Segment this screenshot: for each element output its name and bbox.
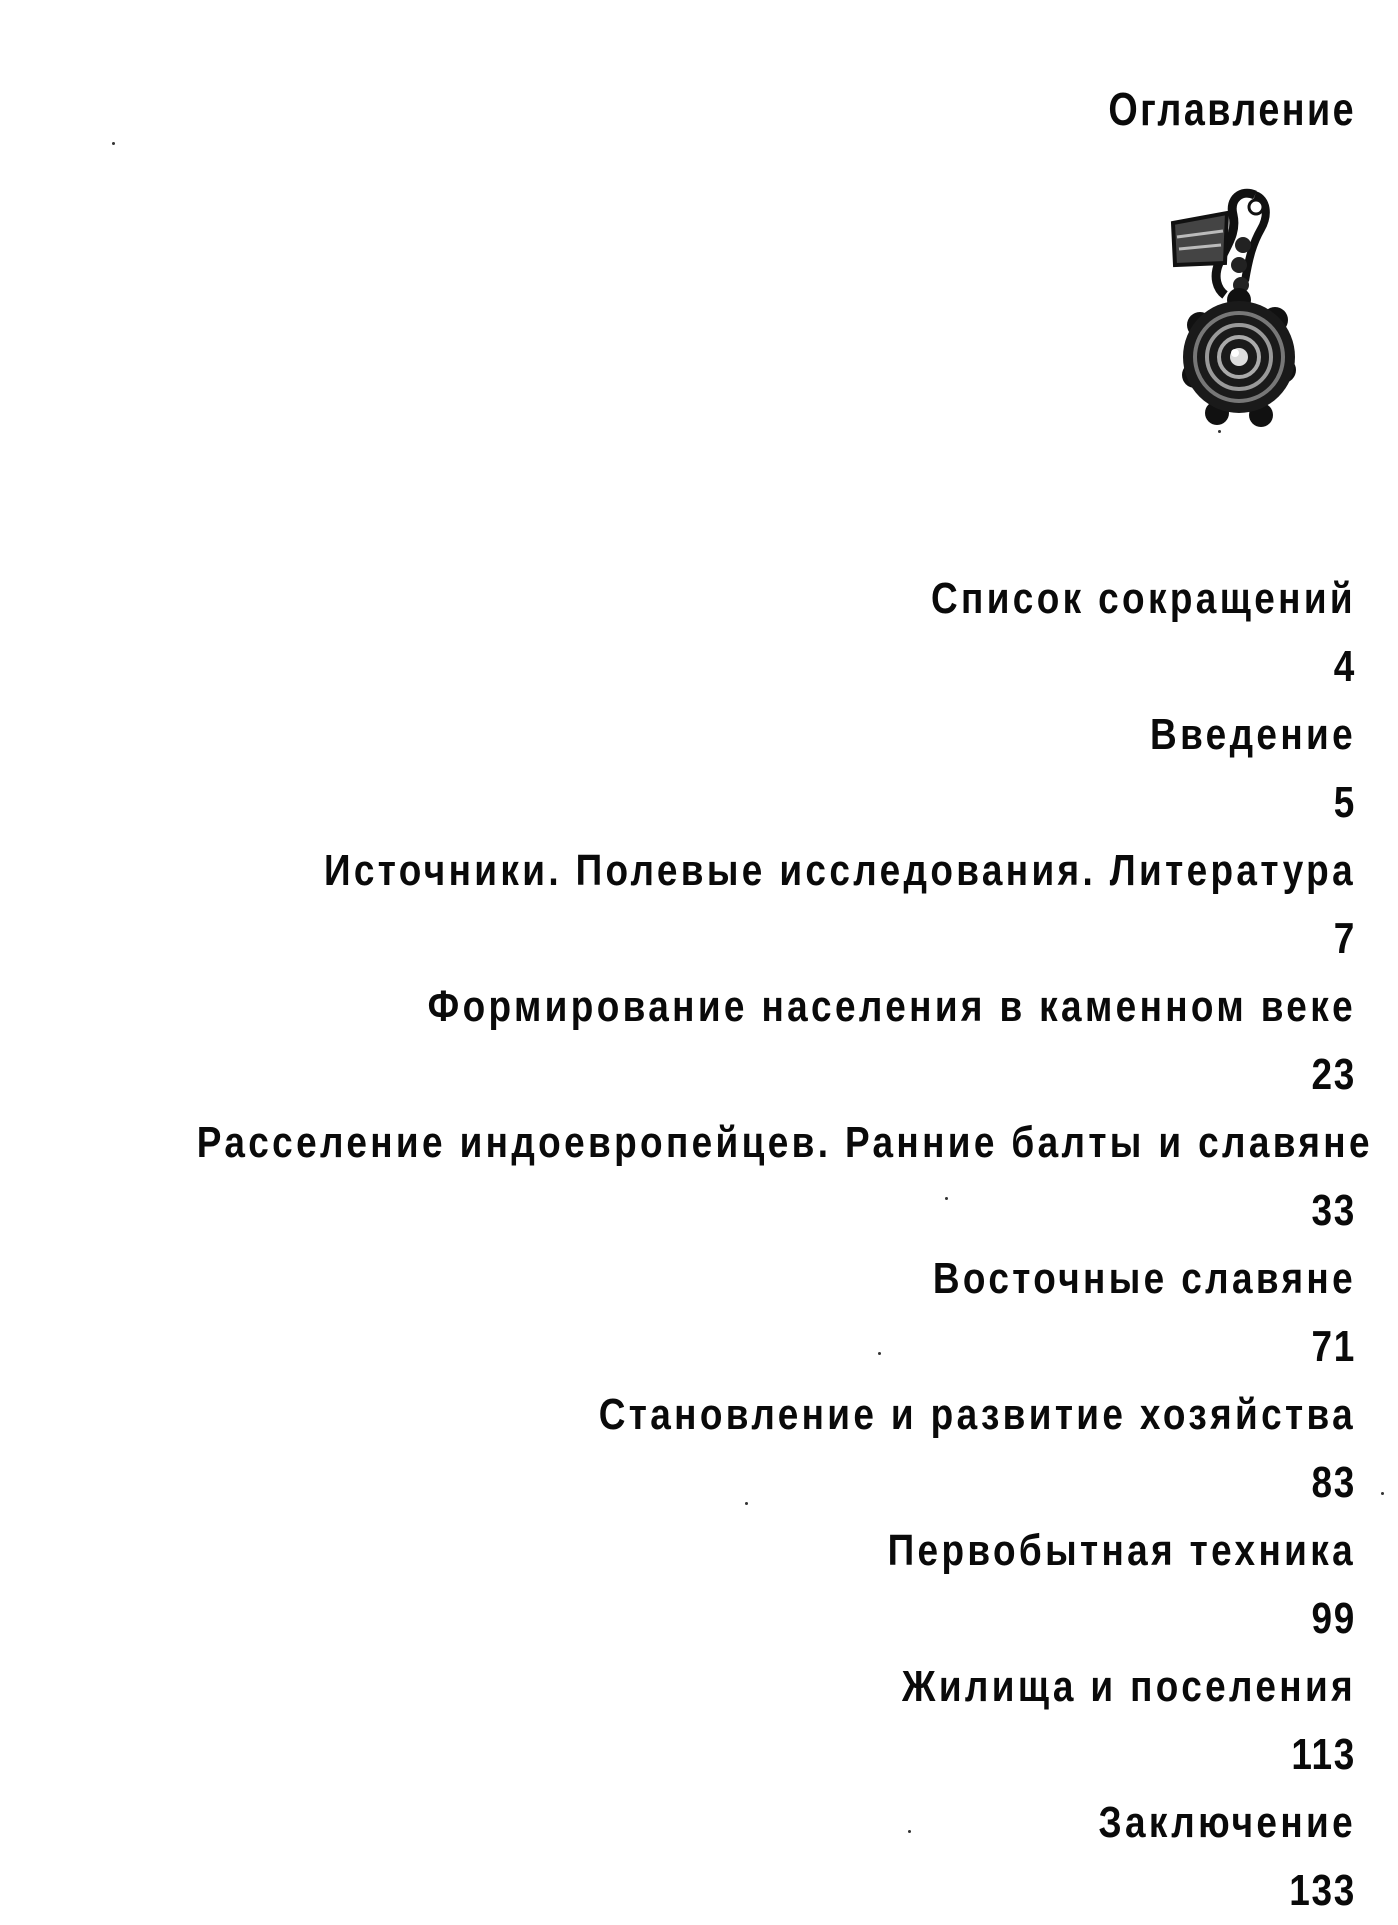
toc-entry-page: 83 (1311, 1458, 1356, 1507)
toc-entry[interactable] (0, 1245, 1356, 1381)
toc-entry-title: Введение (1150, 710, 1356, 759)
toc-entry-title: Список сокращений (930, 574, 1356, 623)
toc-entry-page: 7 (1333, 914, 1356, 963)
scan-speck (1381, 1492, 1384, 1495)
toc-entry-title: Жилища и поселения (902, 1662, 1356, 1711)
toc-entry[interactable] (0, 1381, 1356, 1517)
scan-speck (908, 1830, 911, 1833)
toc-entry-page: 133 (1289, 1866, 1356, 1915)
toc-entry[interactable] (0, 701, 1356, 837)
toc-entry[interactable] (0, 973, 1356, 1109)
toc-entry[interactable] (0, 1789, 1356, 1925)
toc-entry[interactable] (0, 837, 1356, 973)
toc-entry-page: 23 (1311, 1050, 1356, 1099)
toc-entry-title: Формирование населения в каменном веке (427, 982, 1357, 1031)
page-title: Оглавление (1108, 83, 1356, 135)
toc-entry-title: Расселение индоевропейцев. Ранние балты и славяне (196, 1118, 1373, 1167)
toc-entry[interactable] (0, 565, 1356, 701)
scan-speck (1218, 430, 1221, 433)
table-of-contents (0, 565, 1373, 1925)
scan-speck (945, 1197, 948, 1200)
toc-entry-page: 5 (1333, 778, 1356, 827)
toc-entry-page: 4 (1333, 642, 1356, 691)
toc-entry-page: 71 (1311, 1322, 1356, 1371)
scan-speck (745, 1502, 748, 1505)
scan-speck (878, 1352, 881, 1355)
toc-entry[interactable] (0, 1653, 1356, 1789)
toc-entry-page: 99 (1311, 1594, 1356, 1643)
toc-entry[interactable] (0, 1517, 1356, 1653)
toc-entry-title: Заключение (1098, 1798, 1356, 1847)
pendant-ornament-icon (1155, 185, 1305, 445)
toc-entry-title: Первобытная техника (887, 1526, 1356, 1575)
toc-entry-title: Становление и развитие хозяйства (598, 1390, 1356, 1439)
toc-entry[interactable] (0, 1109, 1373, 1245)
toc-entry-page: 33 (1311, 1186, 1356, 1235)
toc-entry-title: Восточные славяне (932, 1254, 1356, 1303)
toc-entry-title: Источники. Полевые исследования. Литература (323, 846, 1357, 895)
toc-entry-page: 113 (1291, 1730, 1356, 1779)
scan-speck (112, 142, 115, 145)
